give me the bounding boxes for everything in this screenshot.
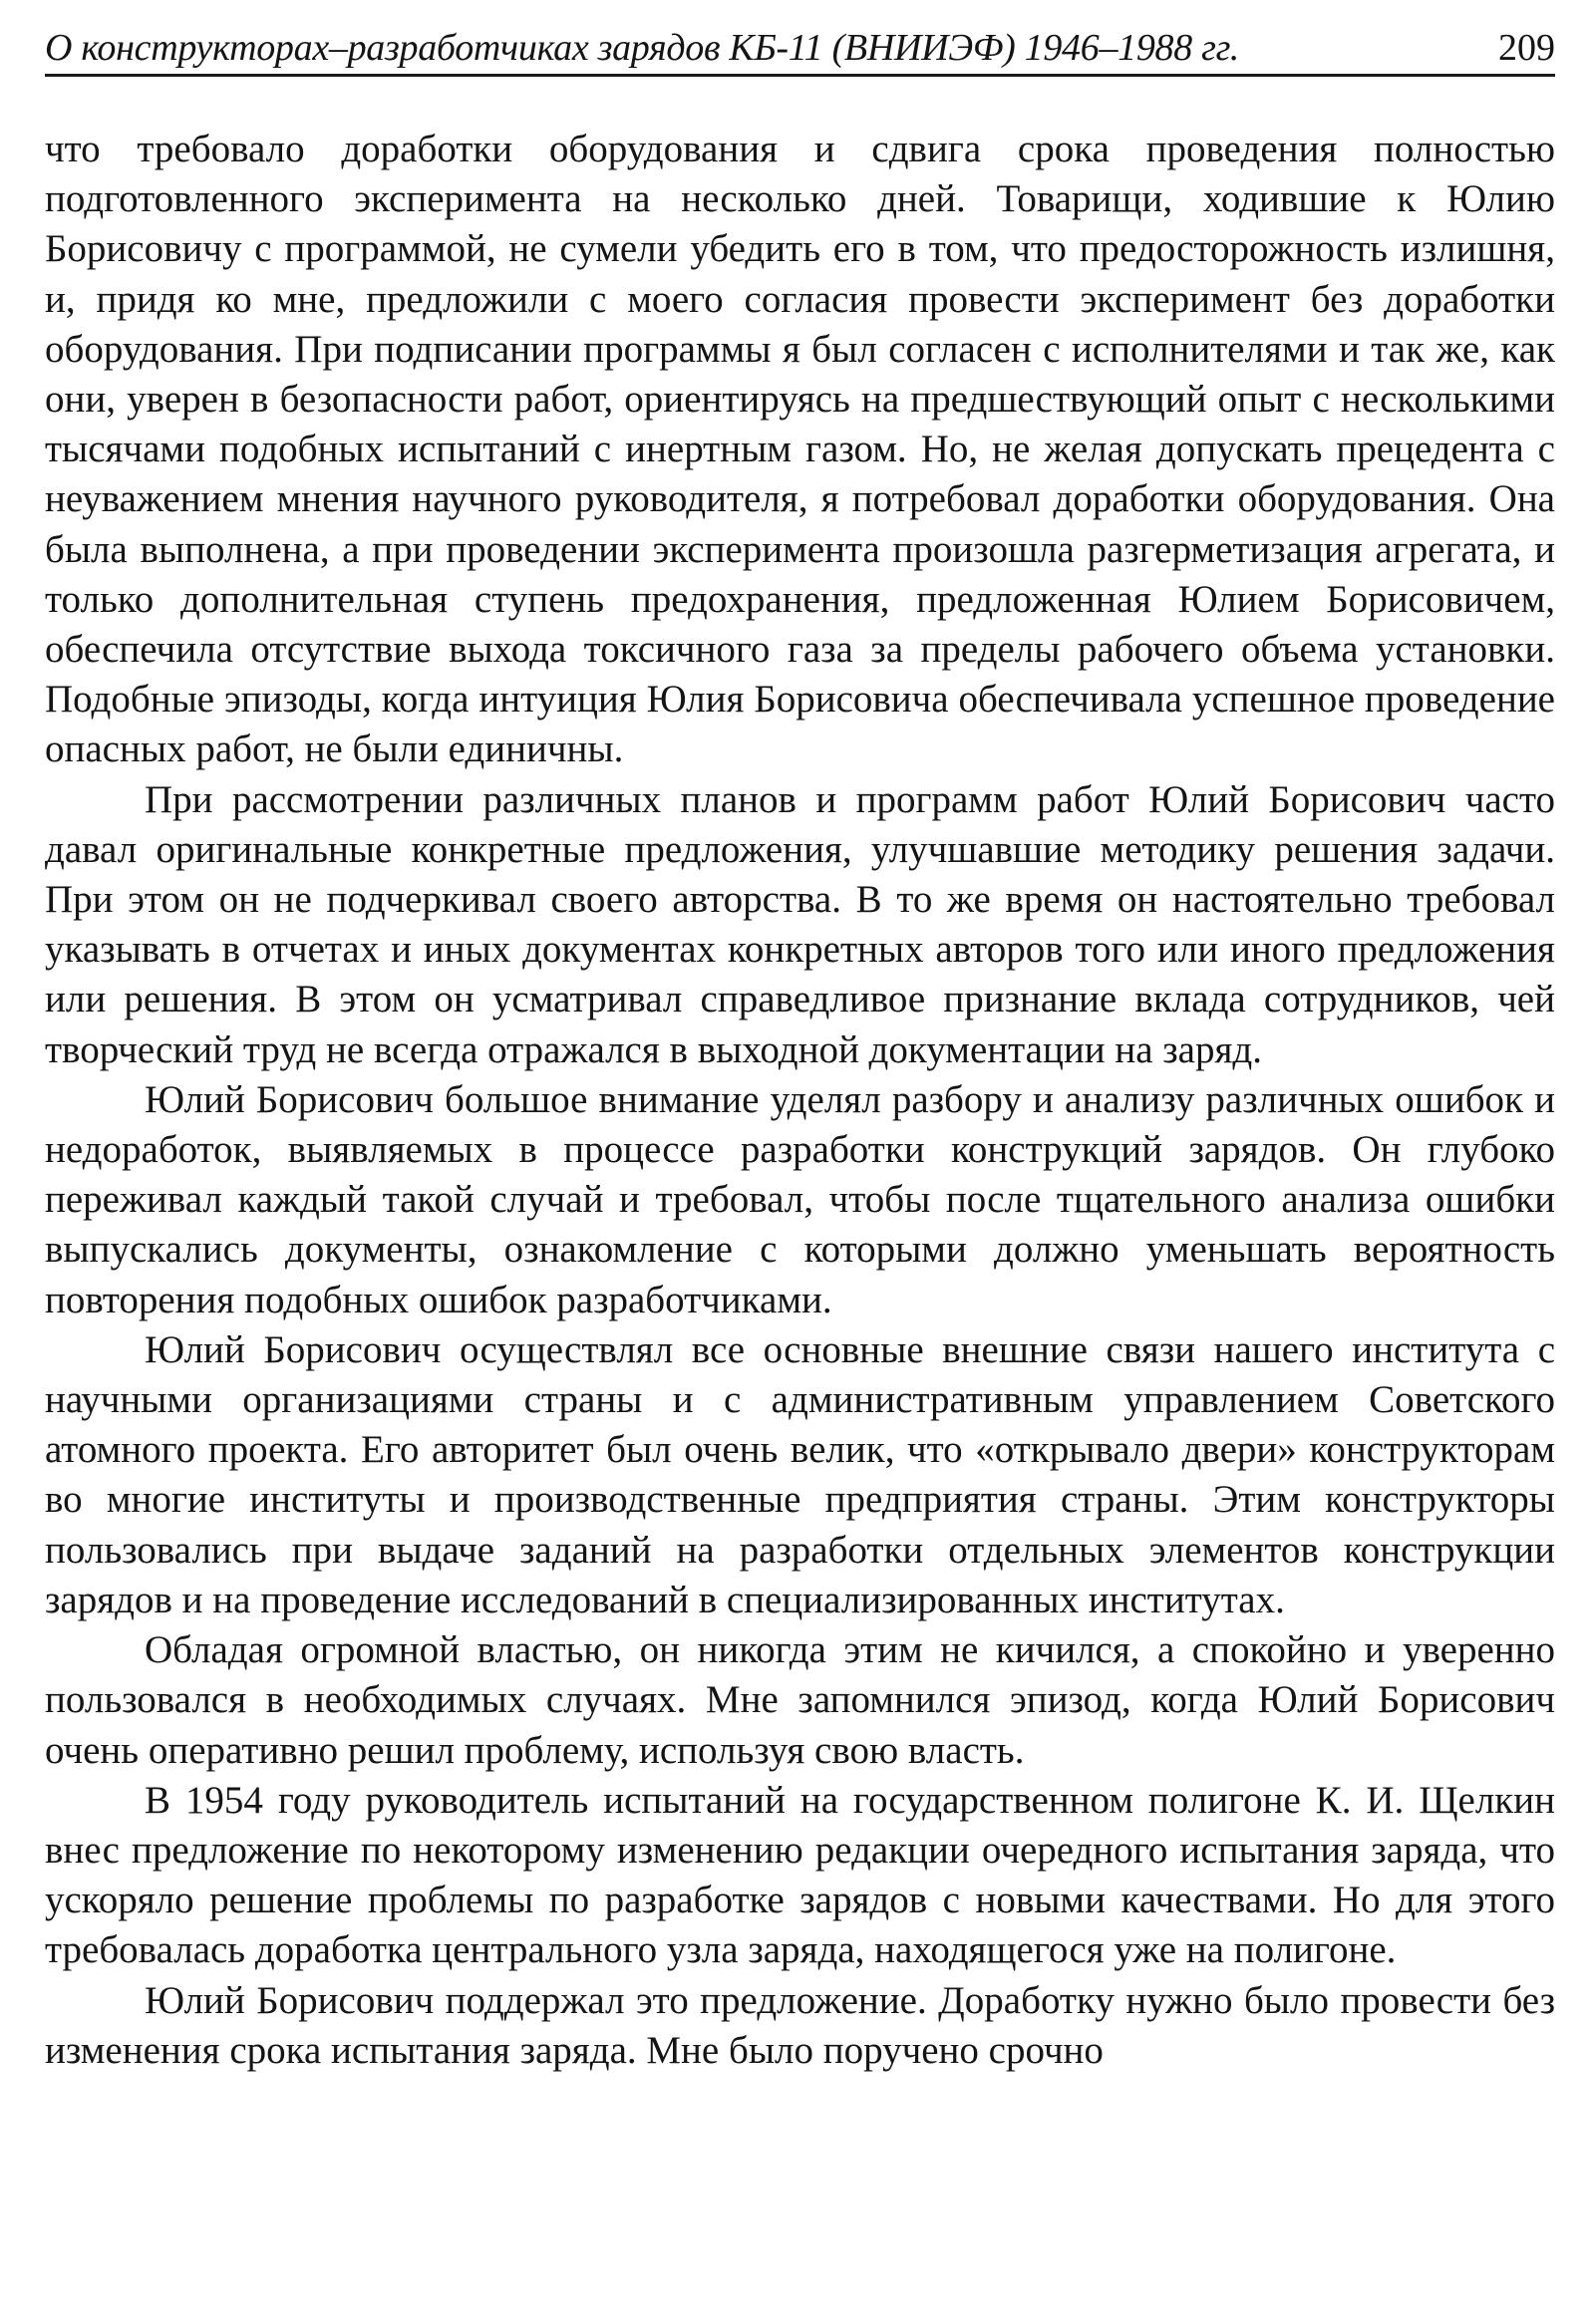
paragraph: что требовало доработки оборудования и сдвига срока проведения полностью подготовленного эксперимента на несколько дней. Товарищи, ходившие к Юлию Борисовичу с программой, не сумели убедить его в том, что предосторожность излишня, и, придя ко мне, предложили с моего согласия провести эксперимент без доработки оборудования. При подписании программы я был согласен с исполнителями и так же, как они, уверен в безопасности работ, ориентируясь на предшествующий опыт с несколькими тысячами подобных испытаний с инертным газом. Но, не желая допускать прецедента с неуважением мнения научного руководителя, я потребовал доработки оборудования. Она была выполнена, а при проведении эксперимента произошла разгерметизация агрегата, и только дополнительная ступень предохранения, предложенная Юлием Борисовичем, обеспечила отсутствие выхода токсичного газа за пределы рабочего объема установки. Подобные эпизоды, когда интуиция Юлия Борисовича обеспечивала успешное проведение опасных работ, не были единичны. — [45, 128, 1555, 771]
paragraph: Юлий Борисович поддержал это предложение. Доработку нужно было провести без изменения срока испытания заряда. Мне было поручено срочно — [45, 1978, 1555, 2072]
running-title: О конструкторах–разработчиках зарядов КБ-11 (ВНИИЭФ) 1946–1988 гг. — [45, 27, 1239, 69]
paragraph: Юлий Борисович осуществлял все основные внешние связи нашего института с научными организациями страны и с административным управлением Советского атомного проекта. Его авторитет был очень велик, что «открывало двери» конструкторам во многие институты и производственные предприятия страны. Этим конструкторы пользовались при выдаче заданий на разработки отдельных элементов конструкции зарядов и на проведение исследований в специализированных институтах. — [45, 1327, 1555, 1621]
paragraph: При рассмотрении различных планов и программ работ Юлий Борисович часто давал оригинальные конкретные предложения, улучшавшие методику решения задачи. При этом он не подчеркивал своего авторства. В то же время он настоятельно требовал указывать в отчетах и иных документах конкретных авторов того или иного предложения или решения. В этом он усматривал справедливое признание вклада сотрудников, чей творческий труд не всегда отражался в выходной документации на заряд. — [45, 777, 1555, 1071]
paragraph: В 1954 году руководитель испытаний на государственном полигоне К. И. Щелкин внес предложение по некоторому изменению редакции очередного испытания заряда, что ускоряло решение проблемы по разработке зарядов с новыми качествами. Но для этого требовалась доработка центрального узла заряда, находящегося уже на полигоне. — [45, 1778, 1555, 1972]
body-text — [45, 125, 1555, 2076]
paragraph: Обладая огромной властью, он никогда этим не кичился, а спокойно и уверенно пользовался в необходимых случаях. Мне запомнился эпизод, когда Юлий Борисович очень оперативно решил проблему, используя свою власть. — [45, 1628, 1555, 1772]
page-number: 209 — [1498, 27, 1555, 69]
paragraph: Юлий Борисович большое внимание уделял разбору и анализу различных ошибок и недоработок, выявляемых в процессе разработки конструкций зарядов. Он глубоко переживал каждый такой случай и требовал, чтобы после тщательного анализа ошибки выпускались документы, ознакомление с которыми должно уменьшать вероятность повторения подобных ошибок разработчиками. — [45, 1077, 1555, 1321]
running-header — [45, 22, 1555, 77]
book-page — [45, 22, 1555, 2076]
